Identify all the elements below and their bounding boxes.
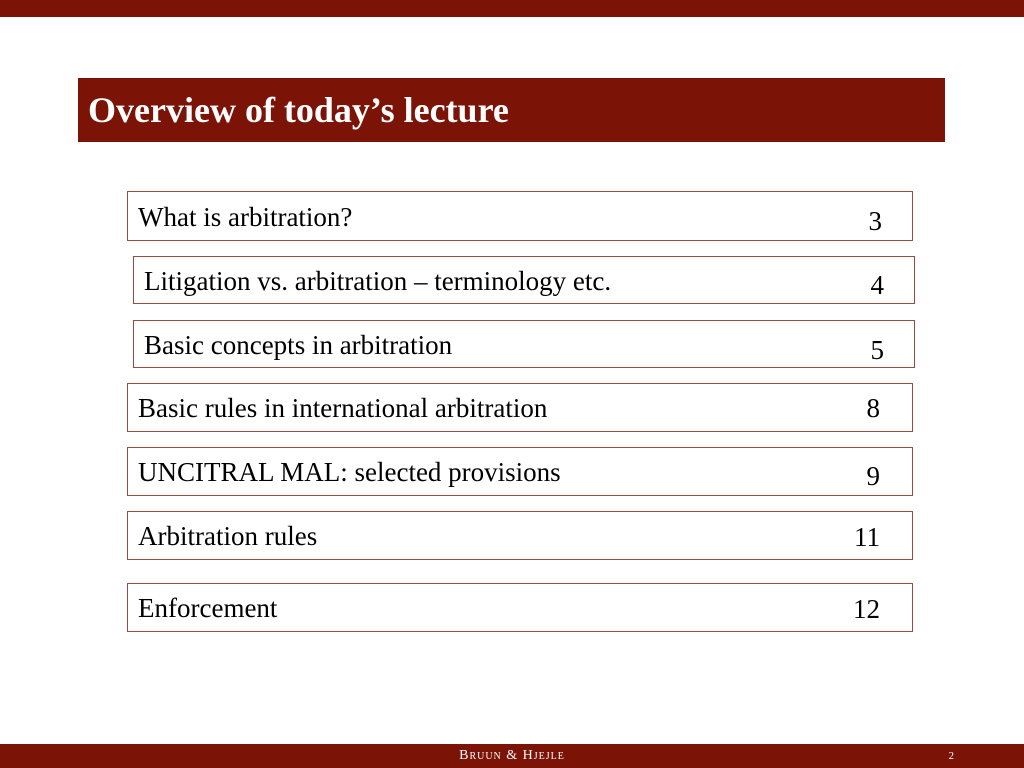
- top-accent-bar: [0, 0, 1024, 17]
- slide-title: Overview of today’s lecture: [88, 90, 509, 130]
- toc-item-label: Basic rules in international arbitration: [138, 393, 548, 423]
- toc-item-label: What is arbitration?: [138, 202, 353, 232]
- toc-item-litigation-vs-arbitration: [133, 256, 915, 304]
- toc-item-label: Litigation vs. arbitration – terminology etc.: [144, 266, 612, 296]
- toc-item-page: 5: [870, 335, 884, 365]
- toc-item-page: 3: [868, 206, 882, 236]
- toc-item-label: UNCITRAL MAL: selected provisions: [138, 457, 561, 487]
- toc-item-page: 12: [853, 594, 880, 624]
- toc-item-what-is-arbitration: [127, 191, 913, 241]
- firm-name: Bruun & Hjejle: [459, 748, 565, 763]
- toc-item-basic-rules: [127, 383, 913, 432]
- toc-item-page: 8: [866, 393, 880, 423]
- toc-item-enforcement: [127, 583, 913, 632]
- title-banner: [78, 78, 945, 142]
- toc-item-page: 4: [870, 270, 884, 300]
- slide-number: 2: [948, 750, 954, 762]
- toc-item-page: 9: [866, 461, 880, 491]
- footer-bar: [0, 744, 1024, 768]
- toc-item-label: Arbitration rules: [138, 521, 318, 551]
- toc-item-basic-concepts: [133, 320, 915, 368]
- toc-item-label: Basic concepts in arbitration: [144, 330, 453, 360]
- toc-item-label: Enforcement: [138, 593, 278, 623]
- toc-item-uncitral-mal: [127, 447, 913, 496]
- toc-item-page: 11: [854, 522, 880, 552]
- toc-item-arbitration-rules: [127, 511, 913, 560]
